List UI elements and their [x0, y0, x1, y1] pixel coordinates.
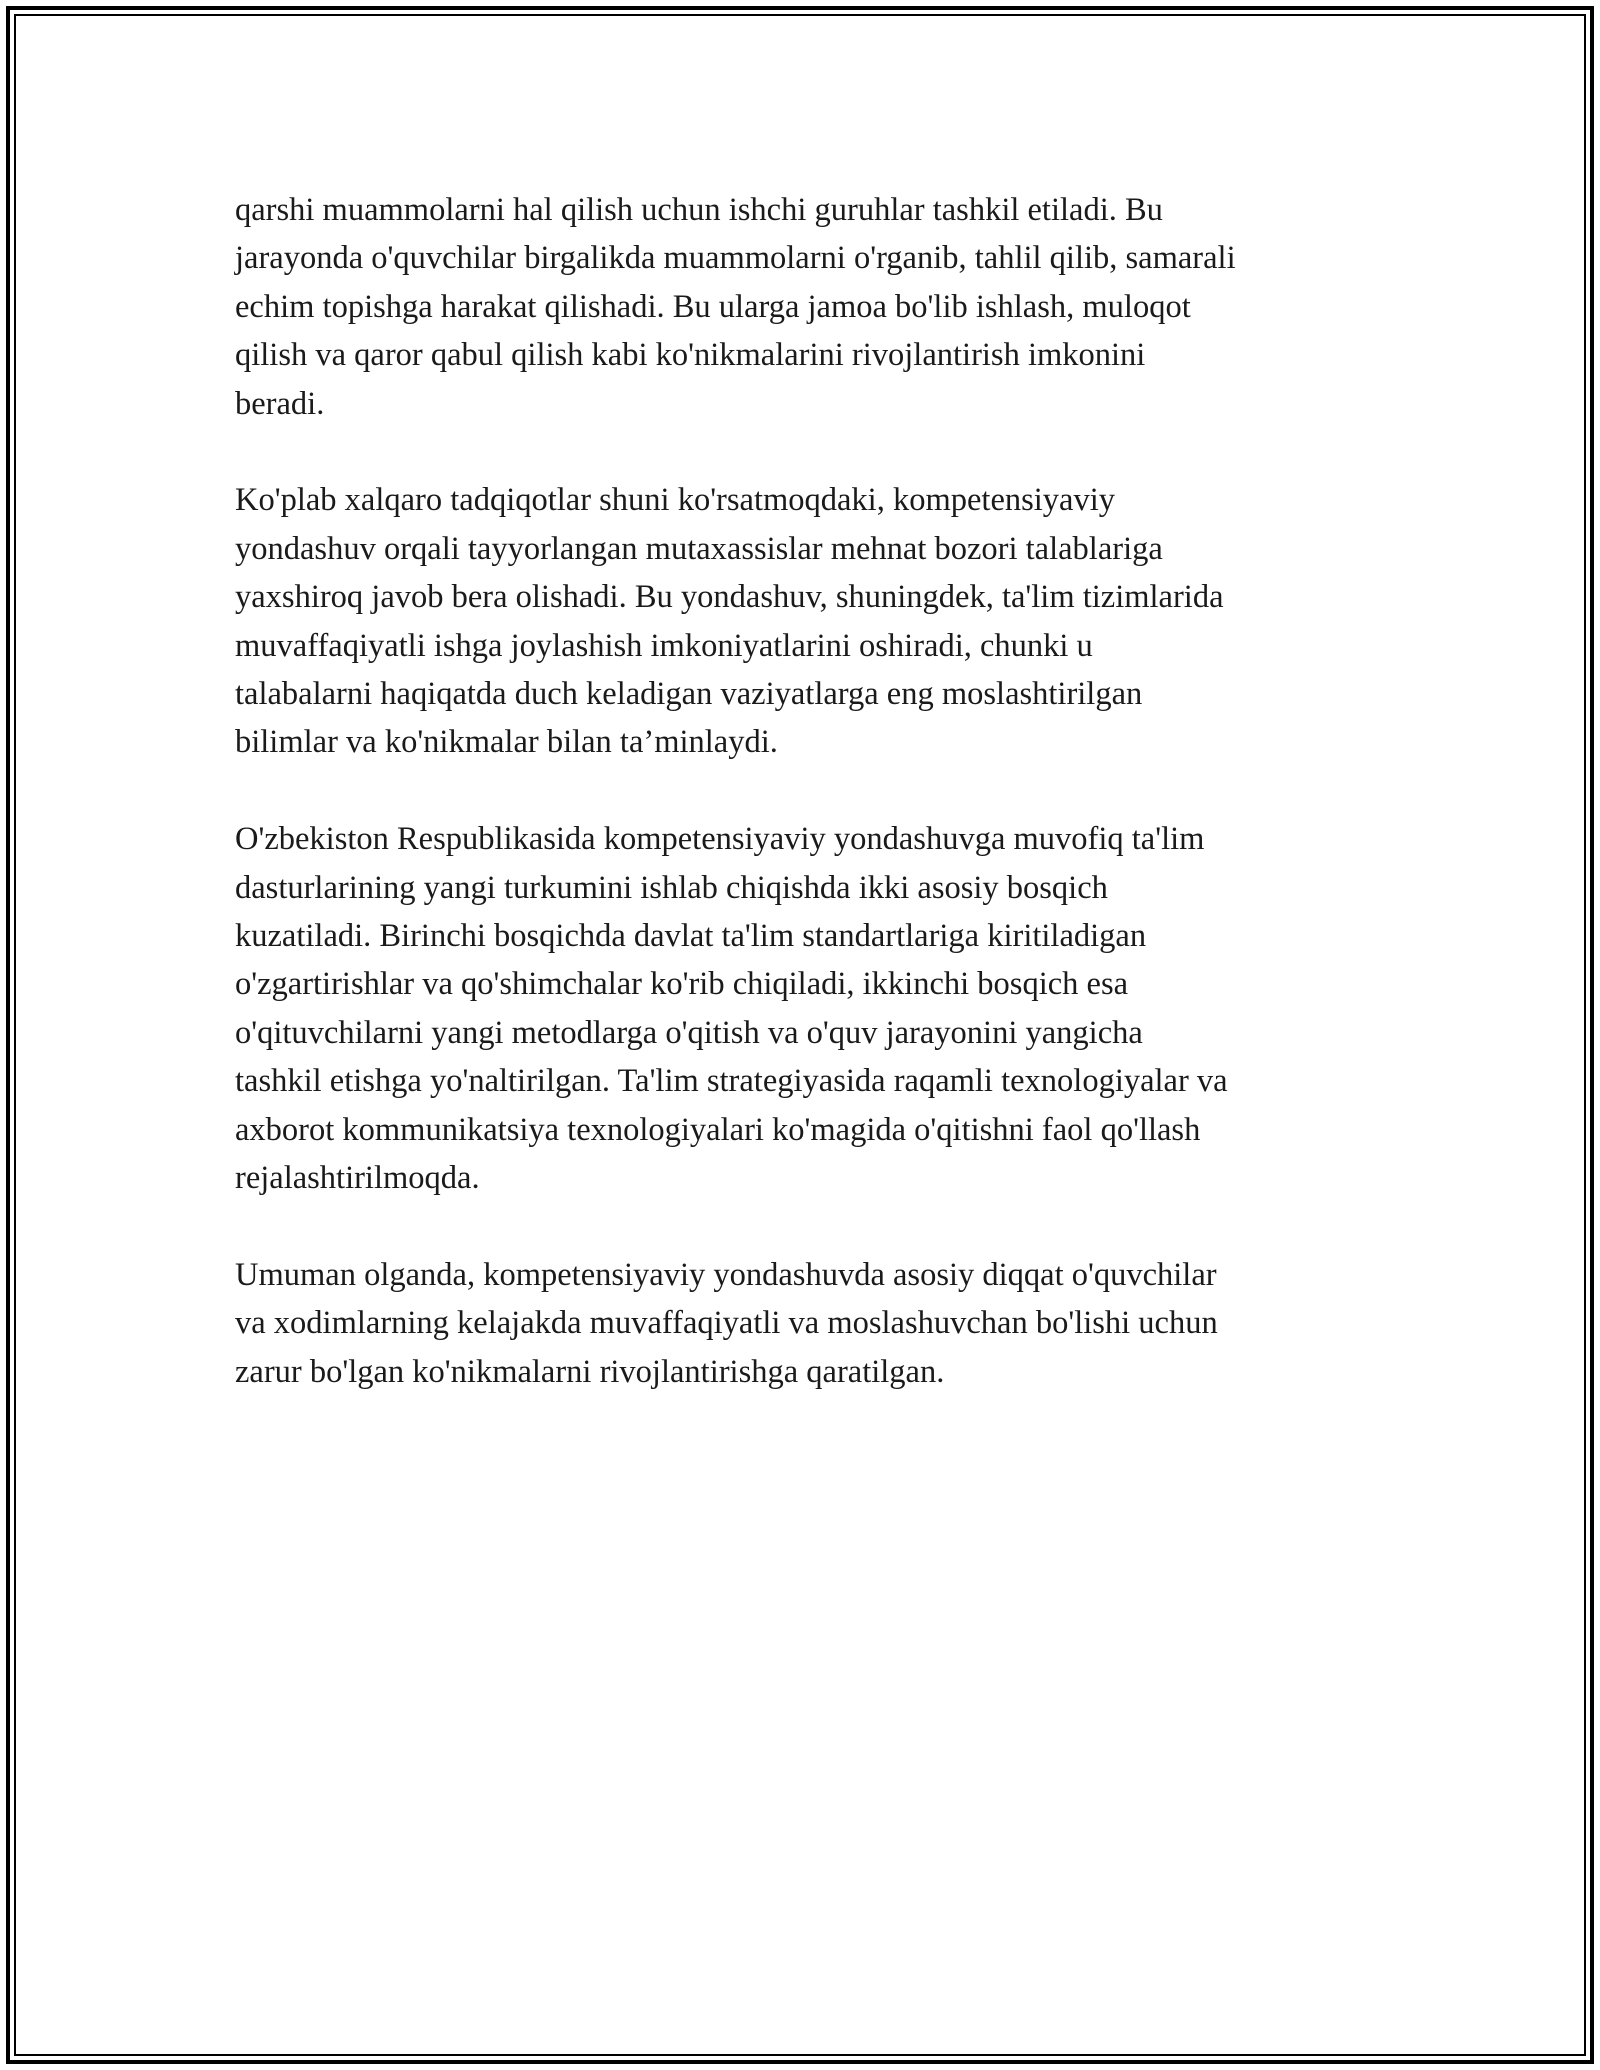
document-body — [235, 186, 1385, 1445]
paragraph-line: jarayonda o'quvchilar birgalikda muammolarni o'rganib, tahlil qilib, samarali — [235, 240, 1236, 277]
paragraph-line: yondashuv orqali tayyorlangan mutaxassislar mehnat bozori talablariga — [235, 530, 1163, 567]
paragraph-line: kuzatiladi. Birinchi bosqichda davlat ta'lim standartlariga kiritiladigan — [235, 918, 1147, 955]
paragraph-2 — [235, 476, 1385, 766]
paragraph-line: va xodimlarning kelajakda muvaffaqiyatli va moslashuvchan bo'lishi uchun — [235, 1305, 1218, 1342]
paragraph-line: Umuman olganda, kompetensiyaviy yondashuvda asosiy diqqat o'quvchilar — [235, 1256, 1217, 1293]
paragraph-line: yaxshiroq javob bera olishadi. Bu yondashuv, shuningdek, ta'lim tizimlarida — [235, 579, 1224, 616]
paragraph-line: rejalashtirilmoqda. — [235, 1160, 480, 1197]
paragraph-line: bilimlar va ko'nikmalar bilan ta’minlaydi. — [235, 724, 778, 761]
paragraph-3 — [235, 815, 1385, 1202]
paragraph-line: dasturlarining yangi turkumini ishlab chiqishda ikki asosiy bosqich — [235, 869, 1108, 906]
paragraph-line: talabalarni haqiqatda duch keladigan vaziyatlarga eng moslashtirilgan — [235, 676, 1143, 713]
paragraph-1 — [235, 186, 1385, 428]
paragraph-line: o'qituvchilarni yangi metodlarga o'qitish va o'quv jarayonini yangicha — [235, 1014, 1143, 1051]
paragraph-line: qilish va qaror qabul qilish kabi ko'nikmalarini rivojlantirish imkonini — [235, 337, 1146, 374]
paragraph-line: muvaffaqiyatli ishga joylashish imkoniyatlarini oshiradi, chunki u — [235, 627, 1093, 664]
paragraph-line: o'zgartirishlar va qo'shimchalar ko'rib chiqiladi, ikkinchi bosqich esa — [235, 966, 1129, 1003]
paragraph-line: qarshi muammolarni hal qilish uchun ishchi guruhlar tashkil etiladi. Bu — [235, 192, 1163, 228]
paragraph-line: zarur bo'lgan ko'nikmalarni rivojlantirishga qaratilgan. — [235, 1353, 945, 1390]
paragraph-line: axborot kommunikatsiya texnologiyalari ko'magida o'qitishni faol qo'llash — [235, 1111, 1201, 1148]
paragraph-line: echim topishga harakat qilishadi. Bu ularga jamoa bo'lib ishlash, muloqot — [235, 288, 1191, 325]
paragraph-line: Ko'plab xalqaro tadqiqotlar shuni ko'rsatmoqdaki, kompetensiyaviy — [235, 482, 1116, 519]
paragraph-line: tashkil etishga yo'naltirilgan. Ta'lim strategiyasida raqamli texnologiyalar va — [235, 1063, 1228, 1100]
paragraph-4 — [235, 1251, 1385, 1396]
paragraph-line: O'zbekiston Respublikasida kompetensiyaviy yondashuvga muvofiq ta'lim — [235, 821, 1205, 858]
paragraph-line: beradi. — [235, 385, 325, 422]
